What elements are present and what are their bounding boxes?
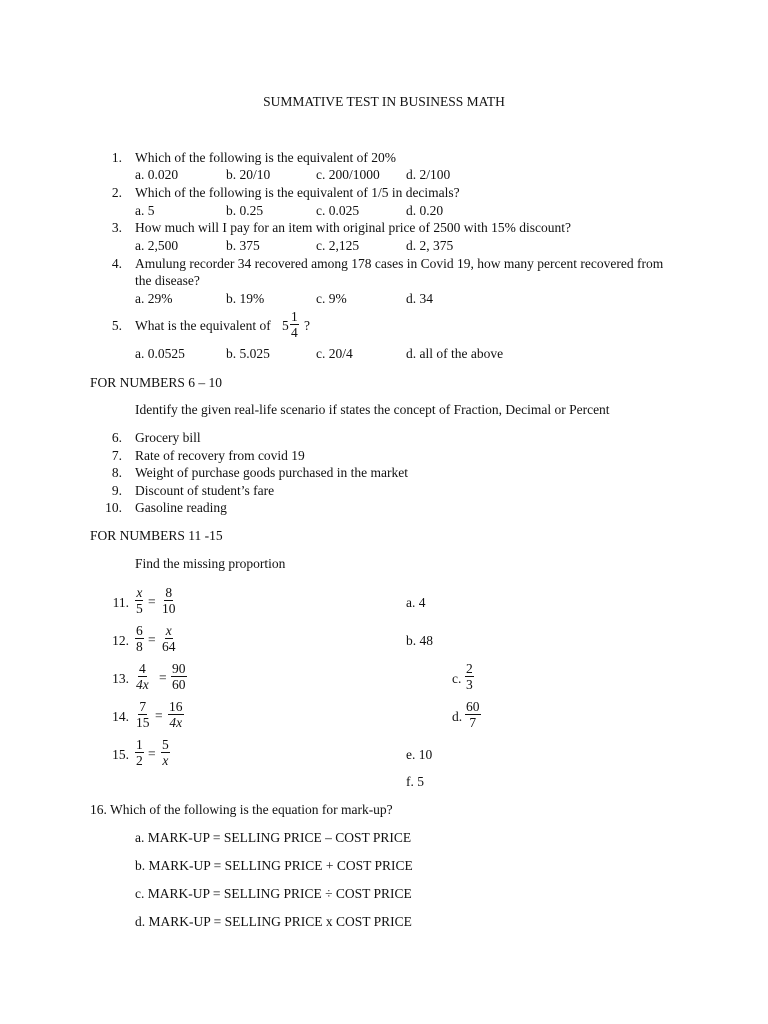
q4-text: Amulung recorder 34 recovered among 178 cases in Covid 19, how many percent recovered from [135, 256, 664, 271]
item-13-equals: = [159, 670, 167, 685]
q4-number: 4. [111, 256, 122, 271]
section-instruction-6-10: Identify the given real-life scenario if states the concept of Fraction, Decimal or Percent [135, 402, 610, 417]
q2-number: 2. [111, 185, 122, 200]
item-14-left-fraction [135, 699, 151, 730]
item-7-number: 7. [111, 448, 122, 463]
section-heading-11-15: FOR NUMBERS 11 -15 [90, 528, 223, 543]
answer-e: e. 10 [406, 747, 433, 762]
item-15-number: 15. [112, 747, 129, 762]
q1-number: 1. [111, 150, 122, 165]
q1-option-b: b. 20/10 [226, 167, 271, 182]
q5-fraction-denominator: 4 [291, 325, 298, 340]
item-15-left-denominator: 2 [136, 753, 143, 768]
answer-c-fraction [465, 661, 474, 692]
q1-text: Which of the following is the equivalent of 20% [135, 150, 396, 165]
item-11-left-denominator: 5 [136, 601, 143, 616]
item-13-number: 13. [112, 671, 129, 686]
q3-option-a: a. 2,500 [135, 238, 179, 253]
item-11-right-denominator: 10 [162, 601, 176, 616]
item-9-text: Discount of student’s fare [135, 483, 275, 498]
q2-option-a: a. 5 [135, 203, 155, 218]
item-8-number: 8. [111, 465, 122, 480]
q1-option-c: c. 200/1000 [316, 167, 380, 182]
item-12-right-fraction [161, 623, 177, 654]
item-14-right-denominator: 4x [169, 715, 183, 730]
item-13-right-denominator: 60 [172, 677, 186, 692]
item-14-right-numerator: 16 [169, 699, 183, 714]
item-15-right-fraction [161, 737, 170, 768]
item-13-left-fraction [135, 661, 150, 692]
item-11-right-fraction [161, 585, 177, 616]
answer-c-numerator: 2 [466, 661, 473, 676]
q4-option-b: b. 19% [226, 291, 265, 306]
item-12-left-fraction [135, 623, 144, 654]
q4-option-d: d. 34 [406, 291, 433, 306]
section-instruction-11-15: Find the missing proportion [135, 556, 286, 571]
q4-text-continued: the disease? [135, 273, 200, 288]
q5-option-c: c. 20/4 [316, 346, 353, 361]
q5-option-b: b. 5.025 [226, 346, 270, 361]
item-8-text: Weight of purchase goods purchased in the market [135, 465, 408, 480]
item-14-equals: = [155, 708, 163, 723]
item-11-left-fraction [135, 585, 144, 616]
q5-question-mark: ? [304, 318, 310, 333]
page-title: SUMMATIVE TEST IN BUSINESS MATH [263, 94, 505, 109]
q4-option-c: c. 9% [316, 291, 347, 306]
q2-option-c: c. 0.025 [316, 203, 360, 218]
q5-fraction [290, 309, 299, 340]
item-11-number: 11. [112, 595, 129, 610]
q3-option-d: d. 2, 375 [406, 238, 454, 253]
q2-text: Which of the following is the equivalent of 1/5 in decimals? [135, 185, 460, 200]
item-12-right-numerator: x [165, 623, 172, 638]
item-10-number: 10. [105, 500, 122, 515]
item-9-number: 9. [111, 483, 122, 498]
item-14-right-fraction [168, 699, 184, 730]
item-14-number: 14. [112, 709, 129, 724]
q16-option-c: c. MARK-UP = SELLING PRICE ÷ COST PRICE [135, 886, 412, 901]
q16-option-d: d. MARK-UP = SELLING PRICE x COST PRICE [135, 914, 412, 929]
answer-b: b. 48 [406, 633, 433, 648]
item-11-equals: = [148, 594, 156, 609]
answer-d-fraction [465, 699, 481, 730]
item-12-right-denominator: 64 [162, 639, 176, 654]
item-12-left-numerator: 6 [136, 623, 143, 638]
answer-d-numerator: 60 [466, 699, 480, 714]
answer-a: a. 4 [406, 595, 426, 610]
q3-option-c: c. 2,125 [316, 238, 360, 253]
item-11-left-numerator: x [136, 585, 143, 600]
item-14-left-denominator: 15 [136, 715, 150, 730]
q3-number: 3. [111, 220, 122, 235]
q5-option-d: d. all of the above [406, 346, 504, 361]
section-heading-6-10: FOR NUMBERS 6 – 10 [90, 375, 223, 390]
q5-mixed-whole: 5 [282, 318, 289, 333]
item-6-number: 6. [111, 430, 122, 445]
item-14-left-numerator: 7 [139, 699, 147, 714]
answer-f: f. 5 [406, 774, 424, 789]
q1-option-d: d. 2/100 [406, 167, 451, 182]
item-13-left-denominator: 4x [136, 677, 149, 692]
q16-option-a: a. MARK-UP = SELLING PRICE – COST PRICE [135, 830, 412, 845]
item-6-text: Grocery bill [135, 430, 201, 445]
q5-fraction-numerator: 1 [291, 309, 298, 324]
q5-number: 5. [111, 318, 122, 333]
item-15-right-numerator: 5 [162, 737, 169, 752]
item-12-equals: = [148, 632, 156, 647]
answer-c-label: c. [452, 671, 462, 686]
q5-option-a: a. 0.0525 [135, 346, 185, 361]
q2-option-b: b. 0.25 [226, 203, 264, 218]
q1-option-a: a. 0.020 [135, 167, 179, 182]
q16-text: 16. Which of the following is the equation for mark-up? [90, 802, 393, 817]
q5-text: What is the equivalent of [135, 318, 271, 333]
item-15-left-fraction [135, 737, 144, 768]
item-13-left-numerator: 4 [139, 661, 146, 676]
item-13-right-numerator: 90 [172, 661, 186, 676]
item-10-text: Gasoline reading [135, 500, 227, 515]
item-15-equals: = [148, 746, 156, 761]
item-12-left-denominator: 8 [136, 639, 143, 654]
q4-option-a: a. 29% [135, 291, 173, 306]
item-11-right-numerator: 8 [165, 585, 173, 600]
item-7-text: Rate of recovery from covid 19 [135, 448, 305, 463]
answer-d-label: d. [452, 709, 463, 724]
item-12-number: 12. [112, 633, 129, 648]
item-15-left-numerator: 1 [136, 737, 143, 752]
item-15-right-denominator: x [162, 753, 169, 768]
q16-option-b: b. MARK-UP = SELLING PRICE + COST PRICE [135, 858, 413, 873]
q3-text: How much will I pay for an item with original price of 2500 with 15% discount? [135, 220, 572, 235]
answer-c-denominator: 3 [466, 677, 473, 692]
answer-d-denominator: 7 [469, 715, 477, 730]
item-13-right-fraction [171, 661, 187, 692]
q2-option-d: d. 0.20 [406, 203, 444, 218]
q3-option-b: b. 375 [226, 238, 260, 253]
